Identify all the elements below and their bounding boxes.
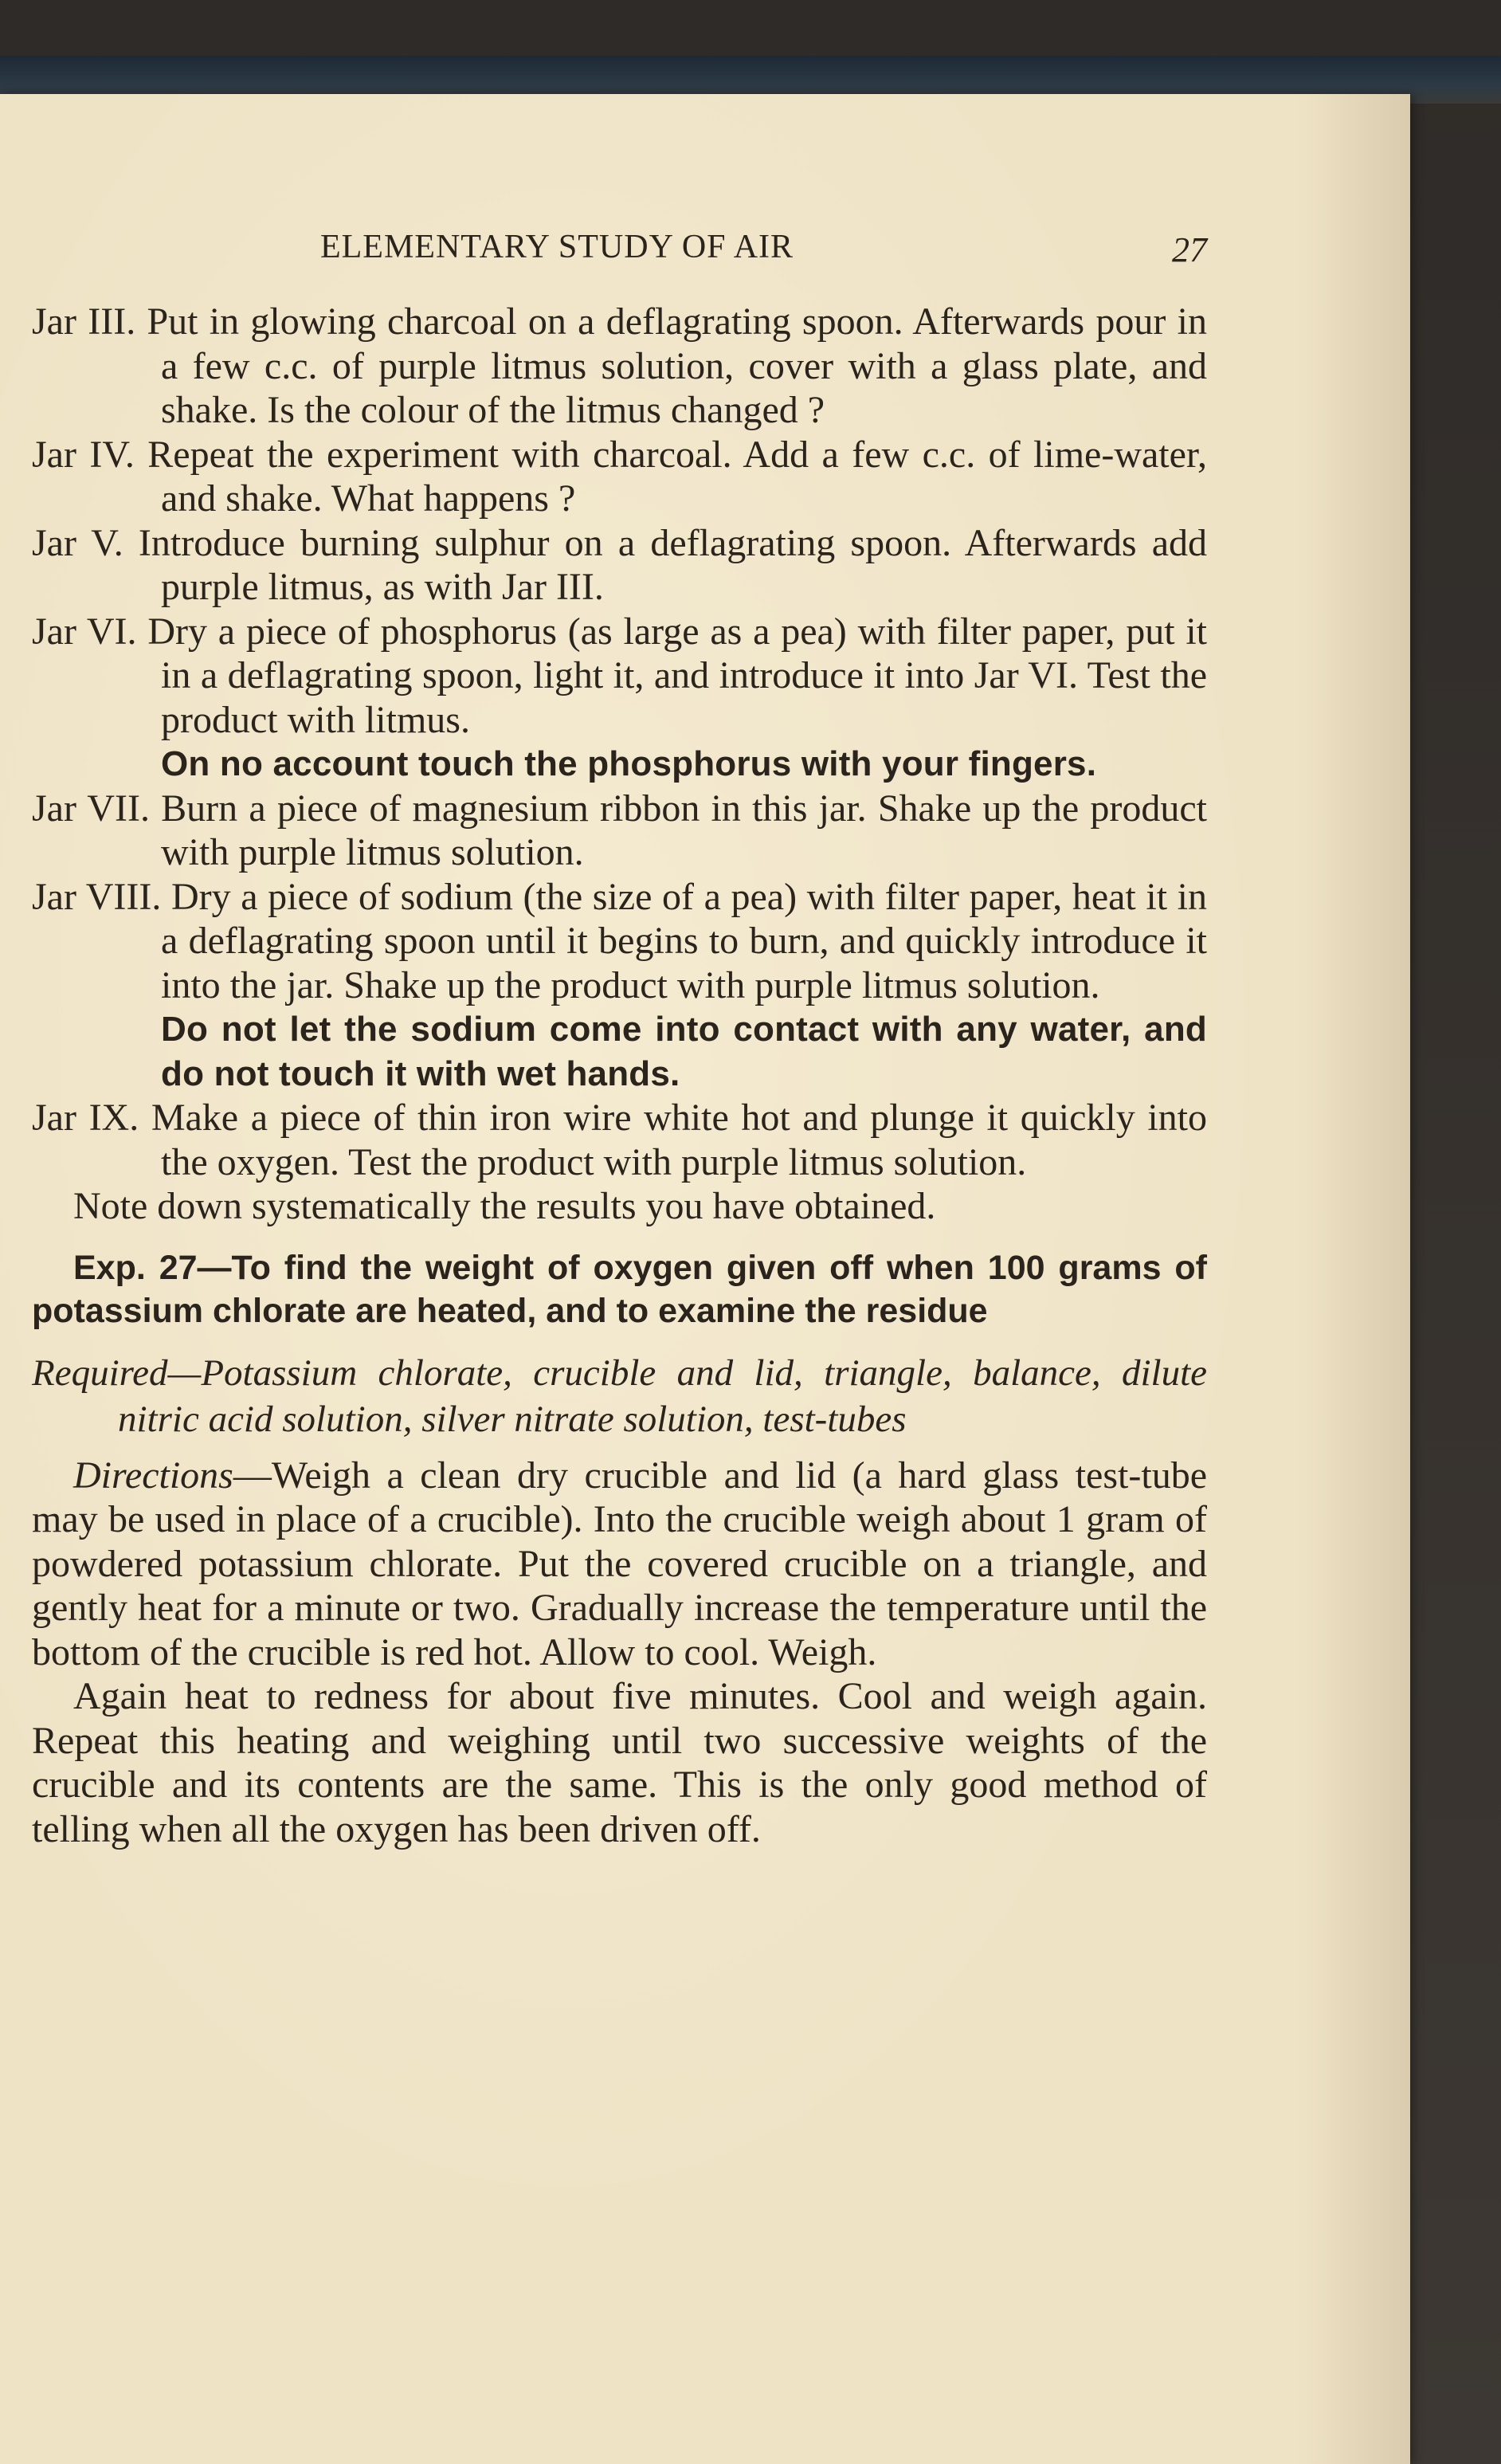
required-label: Required—	[32, 1352, 202, 1394]
jar-vii-paragraph	[32, 787, 1207, 875]
book-page	[0, 94, 1410, 2464]
jar-viii-text: Jar VIII. Dry a piece of sodium (the size of a pea) with filter paper, heat it in a deflagrating spoon until it begins to burn, and quickly introduce it into the jar. Shake up the product with purple litmus solution.	[32, 875, 1207, 1006]
directions-paragraph	[32, 1454, 1207, 1675]
note-line: Note down systematically the results you have obtained.	[73, 1185, 936, 1227]
jar-vi-paragraph	[32, 610, 1207, 787]
jar-ix-paragraph	[32, 1096, 1207, 1184]
jar-iii-text: Jar III. Put in glowing charcoal on a deflagrating spoon. Afterwards pour in a few c.c. of purple litmus solution, cover with a glass plate, and shake. Is the colour of the litmus changed ?	[32, 300, 1207, 431]
jar-ix-text: Jar IX. Make a piece of thin iron wire white hot and plunge it quickly into the oxygen. Test the product with purple litmus solution.	[32, 1097, 1207, 1183]
jar-vii-text: Jar VII. Burn a piece of magnesium ribbon in this jar. Shake up the product with purple litmus solution.	[32, 787, 1207, 873]
page-number: 27	[1172, 230, 1207, 269]
jar-vi-text: Jar VI. Dry a piece of phosphorus (as large as a pea) with filter paper, put it in a deflagrating spoon, light it, and introduce it into Jar VI. Test the product with litmus.	[32, 610, 1207, 741]
phosphorus-warning: On no account touch the phosphorus with your fingers.	[161, 744, 1097, 783]
directions-label: Directions	[73, 1454, 233, 1497]
jar-viii-paragraph	[32, 875, 1207, 1097]
repeat-heating-paragraph: Again heat to redness for about five minutes. Cool and weigh again. Repeat this heating and weighing until two successive weights of the crucible and its contents are the same. This is the only good method of telling when all the oxygen has been driven off.	[32, 1675, 1207, 1850]
running-title: ELEMENTARY STUDY OF AIR	[320, 229, 794, 265]
jar-iii-paragraph	[32, 300, 1207, 433]
jar-v-text: Jar V. Introduce burning sulphur on a deflagrating spoon. Afterwards add purple litmus, as with Jar III.	[32, 521, 1207, 608]
page-content	[32, 94, 1207, 1851]
jar-iv-text: Jar IV. Repeat the experiment with charcoal. Add a few c.c. of lime-water, and shake. What happens ?	[32, 433, 1207, 520]
running-head	[32, 228, 1207, 300]
required-materials	[32, 1350, 1207, 1442]
directions-text: —Weigh a clean dry crucible and lid (a hard glass test-tube may be used in place of a crucible). Into the crucible weigh about 1 gram of powdered potassium chlorate. Put the covered crucible on a triangle, and gently heat for a minute or two. Gradually increase the temperature until the bottom of the crucible is red hot. Allow to cool. Weigh.	[32, 1454, 1207, 1673]
sodium-warning: Do not let the sodium come into contact with any water, and do not touch it with wet hands.	[161, 1010, 1207, 1093]
jar-iv-paragraph	[32, 433, 1207, 521]
experiment-heading: Exp. 27—To find the weight of oxygen given off when 100 grams of potassium chlorate are heated, and to examine the residue	[32, 1248, 1207, 1330]
required-text: Potassium chlorate, crucible and lid, triangle, balance, dilute nitric acid solution, silver nitrate solution, test-tubes	[118, 1352, 1207, 1440]
jar-v-paragraph	[32, 521, 1207, 610]
